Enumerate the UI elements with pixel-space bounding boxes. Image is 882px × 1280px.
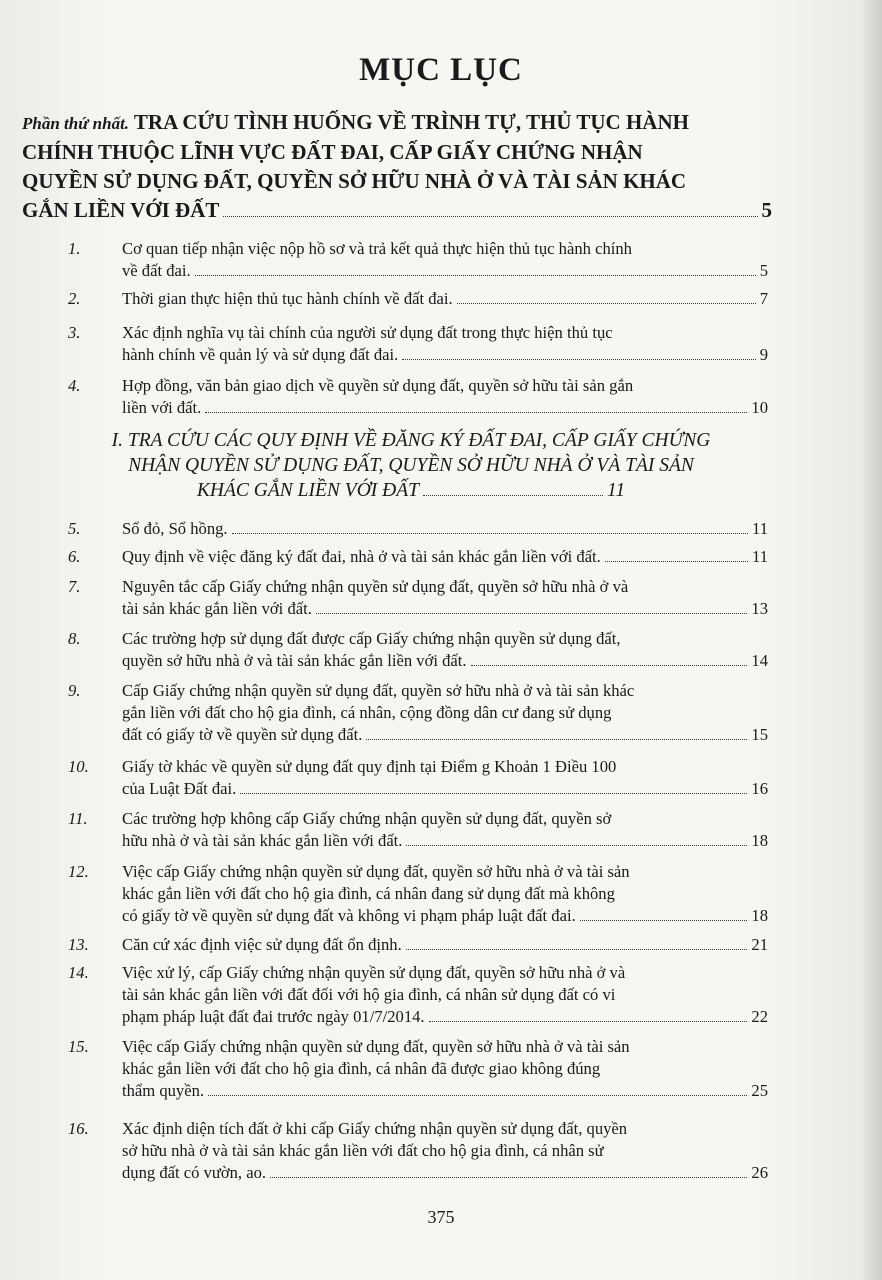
entry-number: 15. (68, 1037, 89, 1056)
entry-page: 9 (759, 345, 768, 364)
entry-line: về đất đai. (122, 261, 191, 280)
section-page: 11 (607, 480, 626, 501)
toc-entry[interactable] (68, 934, 768, 956)
entry-line: hữu nhà ở và tài sản khác gắn liền với đất. (122, 831, 403, 850)
entry-number: 9. (68, 681, 81, 700)
entry-body (122, 934, 768, 956)
entry-line: khác gắn liền với đất cho hộ gia đình, cá nhân đã được giao không đúng (122, 1059, 601, 1078)
entry-body (122, 238, 768, 282)
dot-leader (429, 1021, 748, 1022)
entry-last-line (122, 650, 768, 672)
dot-leader (605, 561, 748, 562)
entry-last-line (122, 724, 768, 746)
entry-body (122, 322, 768, 366)
entry-line: Căn cứ xác định việc sử dụng đất ổn định. (122, 935, 402, 954)
entry-page: 21 (751, 935, 768, 954)
section-heading-line: NHẬN QUYỀN SỬ DỤNG ĐẤT, QUYỀN SỞ HỮU NHÀ Ở VÀ TÀI SẢN (128, 455, 694, 476)
entry-number: 6. (68, 547, 81, 566)
toc-entry[interactable] (68, 756, 768, 800)
entry-line: đất có giấy tờ về quyền sử dụng đất. (122, 725, 363, 744)
entry-last-line (122, 1080, 768, 1102)
entry-line: tài sản khác gắn liền với đất đối với hộ gia đình, cá nhân sử dụng đất có vi (122, 985, 616, 1004)
toc-entry[interactable] (68, 1118, 768, 1184)
entry-line: Cơ quan tiếp nhận việc nộp hồ sơ và trả kết quả thực hiện thủ tục hành chính (122, 239, 632, 258)
entry-body (122, 375, 768, 419)
entry-number: 14. (68, 963, 89, 982)
toc-entry[interactable] (68, 808, 768, 852)
entry-line: thẩm quyền. (122, 1081, 205, 1100)
entry-last-line (122, 288, 768, 310)
dot-leader (270, 1177, 747, 1178)
entry-line: Việc xử lý, cấp Giấy chứng nhận quyền sử dụng đất, quyền sở hữu nhà ở và (122, 963, 626, 982)
toc-entry[interactable] (68, 322, 768, 366)
dot-leader (402, 359, 755, 360)
entry-line: Hợp đồng, văn bản giao dịch về quyền sử dụng đất, quyền sở hữu tài sản gắn (122, 376, 634, 395)
entry-last-line (122, 344, 768, 366)
entry-last-line (122, 260, 768, 282)
entry-body (122, 861, 768, 927)
entry-line: Giấy tờ khác về quyền sử dụng đất quy định tại Điểm g Khoản 1 Điều 100 (122, 757, 617, 776)
entry-last-line (122, 397, 768, 419)
entry-line: Các trường hợp không cấp Giấy chứng nhận quyền sử dụng đất, quyền sở (122, 809, 612, 828)
dot-leader (471, 665, 748, 666)
entry-body (122, 962, 768, 1028)
entry-line: tài sản khác gắn liền với đất. (122, 599, 312, 618)
entry-page: 14 (751, 651, 768, 670)
entry-line: phạm pháp luật đất đai trước ngày 01/7/2014. (122, 1007, 425, 1026)
dot-leader (457, 303, 756, 304)
entry-line: quyền sở hữu nhà ở và tài sản khác gắn liền với đất. (122, 651, 467, 670)
entry-number: 5. (68, 519, 81, 538)
dot-leader (195, 275, 756, 276)
toc-entry[interactable] (68, 628, 768, 672)
dot-leader (240, 793, 747, 794)
entry-page: 7 (759, 289, 768, 308)
entry-page: 26 (751, 1163, 768, 1182)
part-heading-last-line: GẮN LIỀN VỚI ĐẤT 5 (22, 196, 772, 225)
toc-entry[interactable] (68, 375, 768, 419)
entry-body (122, 680, 768, 746)
part-page: 5 (761, 198, 772, 222)
entry-page: 18 (751, 831, 768, 850)
part-heading-line: CHÍNH THUỘC LĨNH VỰC ĐẤT ĐAI, CẤP GIẤY CHỨNG NHẬN (22, 140, 643, 164)
entry-page: 15 (751, 725, 768, 744)
entry-line: Quy định về việc đăng ký đất đai, nhà ở và tài sản khác gắn liền với đất. (122, 547, 601, 566)
entry-page: 16 (751, 779, 768, 798)
part-heading (22, 108, 772, 225)
entry-body (122, 288, 768, 310)
toc-entry[interactable] (68, 518, 768, 540)
entry-body (122, 1036, 768, 1102)
dot-leader (406, 949, 748, 950)
entry-number: 16. (68, 1119, 89, 1138)
entry-line: khác gắn liền với đất cho hộ gia đình, cá nhân đang sử dụng đất mà không (122, 884, 615, 903)
entry-number: 1. (68, 239, 81, 258)
part-heading-line: Phần thứ nhất. TRA CỨU TÌNH HUỐNG VỀ TRÌNH TỰ, THỦ TỤC HÀNH (22, 110, 689, 134)
entry-line: Sổ đỏ, Sổ hồng. (122, 519, 228, 538)
entry-last-line (122, 598, 768, 620)
entry-page: 18 (751, 906, 768, 925)
entry-page: 11 (752, 547, 768, 566)
entry-number: 11. (68, 809, 88, 828)
section-heading-line: I. TRA CỨU CÁC QUY ĐỊNH VỀ ĐĂNG KÝ ĐẤT ĐAI, CẤP GIẤY CHỨNG (111, 430, 711, 451)
entry-body (122, 518, 768, 540)
entry-number: 12. (68, 862, 89, 881)
entry-number: 2. (68, 289, 81, 308)
toc-entry[interactable] (68, 1036, 768, 1102)
entry-body (122, 628, 768, 672)
dot-leader (316, 613, 748, 614)
entry-last-line (122, 905, 768, 927)
entry-number: 7. (68, 577, 81, 596)
entry-line: có giấy tờ về quyền sử dụng đất và không vi phạm pháp luật đất đai. (122, 906, 576, 925)
entry-line: Thời gian thực hiện thủ tục hành chính về đất đai. (122, 289, 453, 308)
entry-number: 4. (68, 376, 81, 395)
entry-last-line (122, 518, 768, 540)
entry-last-line (122, 778, 768, 800)
entry-page: 10 (751, 398, 768, 417)
entry-number: 3. (68, 323, 81, 342)
dot-leader (580, 920, 748, 921)
entry-last-line (122, 546, 768, 568)
entry-last-line (122, 830, 768, 852)
page-title: MỤC LỤC (359, 52, 523, 88)
entry-line: Việc cấp Giấy chứng nhận quyền sử dụng đất, quyền sở hữu nhà ở và tài sản (122, 862, 630, 881)
entry-line: Các trường hợp sử dụng đất được cấp Giấy chứng nhận quyền sử dụng đất, (122, 629, 621, 648)
entry-body (122, 546, 768, 568)
entry-line: của Luật Đất đai. (122, 779, 237, 798)
entry-body (122, 576, 768, 620)
entry-body (122, 1118, 768, 1184)
entry-line: sở hữu nhà ở và tài sản khác gắn liền với đất cho hộ gia đình, cá nhân sử (122, 1141, 604, 1160)
entry-body (122, 756, 768, 800)
entry-last-line (122, 934, 768, 956)
section-heading (55, 428, 767, 503)
page-edge (864, 0, 882, 1280)
page-number: 375 (427, 1207, 455, 1227)
dot-leader (406, 845, 747, 846)
dot-leader (423, 495, 603, 496)
entry-line: Nguyên tắc cấp Giấy chứng nhận quyền sử dụng đất, quyền sở hữu nhà ở và (122, 577, 629, 596)
entry-line: Xác định diện tích đất ở khi cấp Giấy chứng nhận quyền sử dụng đất, quyền (122, 1119, 628, 1138)
dot-leader (366, 739, 747, 740)
toc-entry[interactable] (68, 576, 768, 620)
entry-last-line (122, 1162, 768, 1184)
entry-page: 13 (751, 599, 768, 618)
toc-entry[interactable] (68, 962, 768, 1028)
entry-line: dụng đất có vườn, ao. (122, 1163, 267, 1182)
entry-line: gắn liền với đất cho hộ gia đình, cá nhân, cộng đồng dân cư đang sử dụng (122, 703, 612, 722)
entry-number: 8. (68, 629, 81, 648)
entry-line: hành chính về quản lý và sử dụng đất đai. (122, 345, 399, 364)
dot-leader (223, 216, 757, 217)
entry-line: Việc cấp Giấy chứng nhận quyền sử dụng đất, quyền sở hữu nhà ở và tài sản (122, 1037, 630, 1056)
part-heading-line: QUYỀN SỬ DỤNG ĐẤT, QUYỀN SỞ HỮU NHÀ Ở VÀ TÀI SẢN KHÁC (22, 169, 687, 193)
entry-page: 25 (751, 1081, 768, 1100)
part-prefix: Phần thứ nhất. (22, 114, 130, 133)
entry-last-line (122, 1006, 768, 1028)
entry-line: Cấp Giấy chứng nhận quyền sử dụng đất, quyền sở hữu nhà ở và tài sản khác (122, 681, 635, 700)
toc-entry[interactable] (68, 238, 768, 282)
toc-entry[interactable] (68, 288, 768, 310)
toc-entry[interactable] (68, 861, 768, 927)
entry-page: 5 (759, 261, 768, 280)
entry-page: 11 (752, 519, 768, 538)
entry-number: 10. (68, 757, 89, 776)
section-heading-last-line: KHÁC GẮN LIỀN VỚI ĐẤT 11 (196, 480, 626, 501)
entry-line: Xác định nghĩa vụ tài chính của người sử dụng đất trong thực hiện thủ tục (122, 323, 613, 342)
toc-entry[interactable] (68, 680, 768, 746)
dot-leader (205, 412, 747, 413)
entry-line: liền với đất. (122, 398, 202, 417)
toc-entry[interactable] (68, 546, 768, 568)
dot-leader (232, 533, 748, 534)
entry-page: 22 (751, 1007, 768, 1026)
dot-leader (208, 1095, 747, 1096)
entry-number: 13. (68, 935, 89, 954)
entry-body (122, 808, 768, 852)
